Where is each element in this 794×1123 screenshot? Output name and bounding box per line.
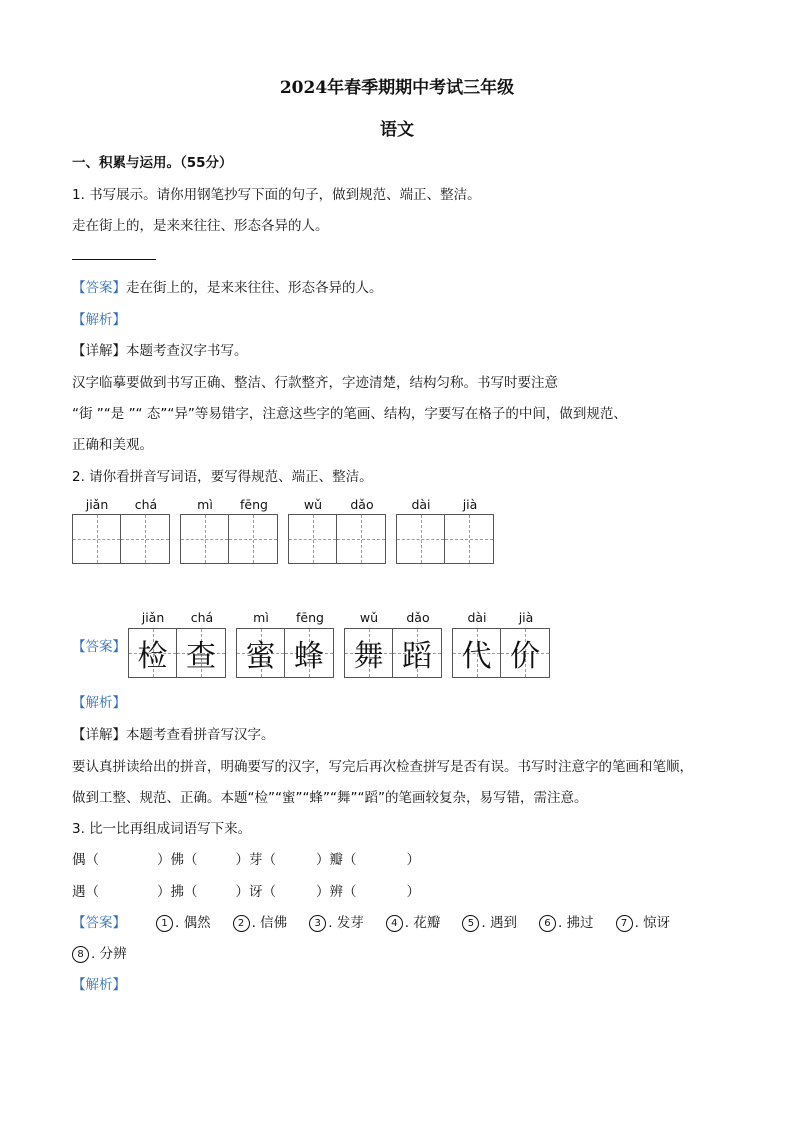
q3-item: ）拂（ (157, 884, 198, 900)
answer-char: 价 (510, 639, 540, 674)
grid-cell (337, 515, 385, 563)
q3-answer: 1 . 偶然 (156, 915, 211, 931)
answer-tag: 【答案】 (72, 280, 126, 296)
q3-item: ）辨（ (316, 884, 357, 900)
q3-answer: 4 . 花瓣 (386, 915, 441, 931)
q1-detail: 本题考查汉字书写。 (126, 343, 248, 359)
section-heading: 一、积累与运用。（55分） (72, 155, 233, 171)
answer-number-badge: 7 (616, 915, 633, 932)
q2-pinyin: chá (134, 497, 158, 512)
q1-analysis-tag: 【解析】 (72, 312, 126, 328)
q1-explanation-line-3: 正确和美观。 (72, 437, 153, 453)
answer-number-badge: 8 (72, 946, 89, 963)
q1-explanation-line-1: 汉字临摹要做到书写正确、整洁、行款整齐，字迹清楚，结构匀称。书写时要注意 (72, 375, 558, 391)
answer-grid (344, 628, 442, 678)
q2-answer-pinyin: mì (253, 610, 269, 625)
answer-grid (452, 628, 550, 678)
answer-number-badge: 4 (386, 915, 403, 932)
q1-detail-row (72, 339, 248, 359)
q2-answer-pinyin: dǎo (406, 610, 430, 625)
q3-prompt: 3. 比一比再组成词语写下来。 (72, 821, 252, 837)
q1-answer: 走在街上的，是来来往往、形态各异的人。 (126, 280, 383, 296)
q1-prompt: 1. 书写展示。请你用钢笔抄写下面的句子，做到规范、端正、整洁。 (72, 187, 481, 203)
q1-writing-line (72, 259, 156, 260)
q3-answer-row-1 (72, 911, 670, 932)
q1-sentence: 走在街上的，是来来往往、形态各异的人。 (72, 218, 329, 234)
q3-answer-row-2 (72, 942, 127, 963)
grid-cell (181, 515, 229, 563)
answer-char: 检 (137, 639, 168, 674)
answer-tag: 【答案】 (72, 915, 126, 931)
q3-item: 遇（ (72, 884, 99, 900)
q3-answer: 6 . 拂过 (539, 915, 594, 931)
q3-item: ）讶（ (235, 884, 276, 900)
grid-cell (501, 629, 549, 677)
q3-answer: 2 . 信佛 (233, 915, 288, 931)
q1-explanation-line-2: “街 ”“是 ”“ 态”“异”等易错字，注意这些字的笔画、结构，字要写在格子的中间，做到规范、 (72, 406, 627, 422)
q3-item: ）瓣（ (316, 852, 357, 868)
detail-tag: 【详解】 (72, 343, 126, 359)
answer-char: 查 (186, 639, 216, 674)
writing-grid (72, 514, 170, 564)
q3-answer: 5 . 遇到 (462, 915, 517, 931)
q2-answer-pinyin: wǔ (359, 610, 379, 625)
grid-cell (397, 515, 445, 563)
q2-pinyin: wǔ (303, 497, 323, 512)
q2-analysis-tag: 【解析】 (72, 695, 126, 711)
q2-pinyin: mì (197, 497, 213, 512)
q2-answer-pinyin: jiǎn (141, 610, 165, 625)
answer-char: 蜜 (245, 639, 276, 674)
q2-pinyin: fēng (240, 497, 268, 512)
q3-row-2 (72, 880, 420, 900)
grid-cell (229, 515, 277, 563)
q2-answer-pinyin: chá (190, 610, 214, 625)
detail-tag: 【详解】 (72, 727, 126, 743)
grid-cell (445, 515, 493, 563)
answer-char: 代 (461, 639, 492, 674)
q3-answer: 8 . 分辨 (72, 946, 127, 962)
q3-item: ） (406, 884, 420, 900)
q2-pinyin: jià (462, 497, 478, 512)
q2-answer-pinyin: jià (518, 610, 534, 625)
grid-cell (453, 629, 501, 677)
grid-cell (129, 629, 177, 677)
answer-number-badge: 6 (539, 915, 556, 932)
q3-answer: 7 . 惊讶 (616, 915, 671, 931)
answer-number-badge: 2 (233, 915, 250, 932)
answer-char: 舞 (353, 639, 384, 674)
q2-pinyin: dài (411, 497, 431, 512)
doc-title: 2024年春季期期中考试三年级 (279, 78, 515, 98)
q3-item: 偶（ (72, 852, 99, 868)
q3-item: ）芽（ (235, 852, 276, 868)
answer-number-badge: 5 (462, 915, 479, 932)
grid-cell (237, 629, 285, 677)
q2-prompt: 2. 请你看拼音写词语，要写得规范、端正、整洁。 (72, 469, 373, 485)
q3-item: ）佛（ (157, 852, 198, 868)
grid-cell (393, 629, 441, 677)
writing-grid (288, 514, 386, 564)
answer-grid (128, 628, 226, 678)
q2-explanation-line-1: 要认真拼读给出的拼音，明确要写的汉字，写完后再次检查拼写是否有误。书写时注意字的笔画和笔顺， (72, 759, 693, 775)
q3-row-1 (72, 848, 420, 868)
grid-cell (345, 629, 393, 677)
q2-explanation-line-2: 做到工整、规范、正确。本题“检”“蜜”“蜂”“舞”“蹈”的笔画较复杂，易写错，需注意。 (72, 790, 588, 806)
grid-cell (73, 515, 121, 563)
answer-char: 蹈 (402, 639, 432, 674)
q3-answer: 3 . 发芽 (309, 915, 364, 931)
q2-detail: 本题考查看拼音写汉字。 (126, 727, 275, 743)
q2-pinyin: jiǎn (85, 497, 109, 512)
q2-detail-row (72, 723, 275, 743)
answer-number-badge: 1 (156, 915, 173, 932)
answer-char: 蜂 (294, 639, 324, 674)
writing-grid (180, 514, 278, 564)
grid-cell (177, 629, 225, 677)
grid-cell (289, 515, 337, 563)
doc-subtitle: 语文 (380, 120, 414, 140)
answer-grid (236, 628, 334, 678)
answer-number-badge: 3 (309, 915, 326, 932)
q3-item: ） (406, 852, 420, 868)
grid-cell (121, 515, 169, 563)
q1-answer-row (72, 276, 383, 296)
q2-answer-pinyin: dài (467, 610, 487, 625)
q2-answer-tag: 【答案】 (72, 639, 126, 655)
grid-cell (285, 629, 333, 677)
q3-analysis-tag: 【解析】 (72, 977, 126, 993)
q2-answer-pinyin: fēng (296, 610, 324, 625)
q2-pinyin: dǎo (350, 497, 374, 512)
writing-grid (396, 514, 494, 564)
